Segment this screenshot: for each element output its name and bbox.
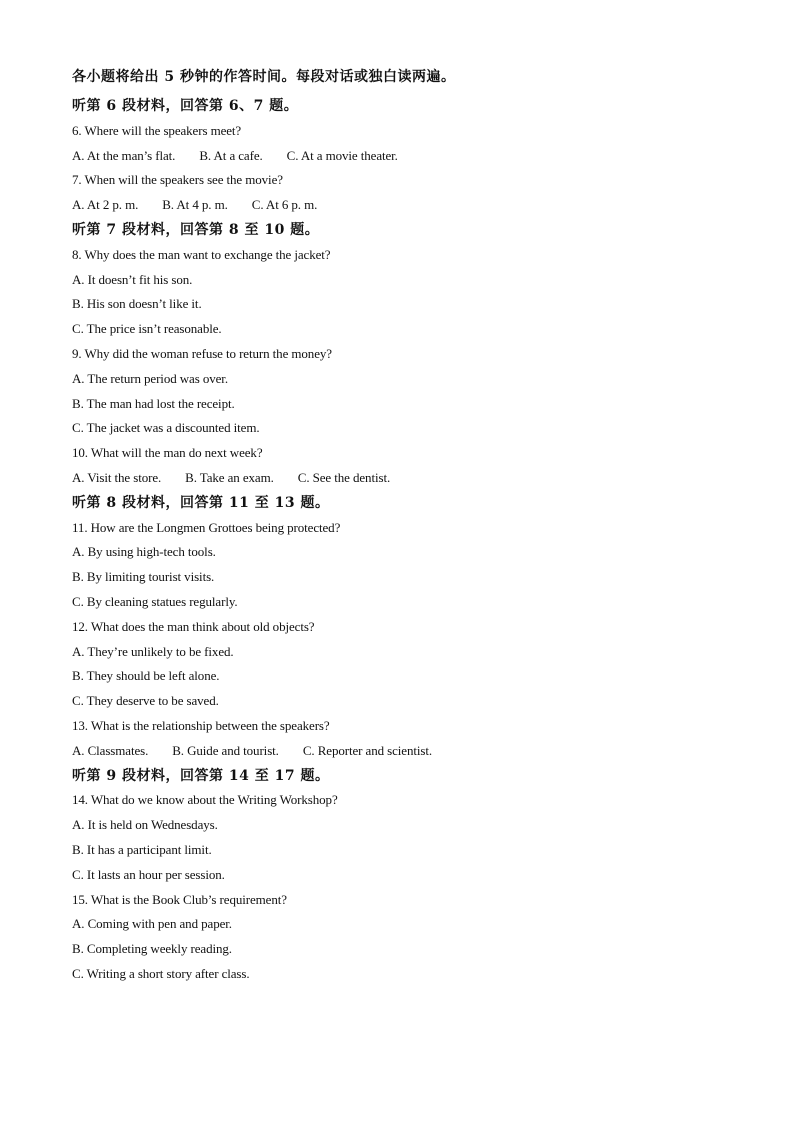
answer-option: A. It doesn’t fit his son. [72, 271, 193, 287]
question-stem: 7. When will the speakers see the movie? [72, 172, 283, 188]
answer-option: C. The price isn’t reasonable. [72, 321, 222, 337]
answer-option: B. Guide and tourist. [172, 742, 279, 758]
question-stem: 10. What will the man do next week? [72, 445, 263, 461]
options-row [72, 466, 732, 491]
answer-option: A. At the man’s flat. [72, 147, 176, 163]
answer-option: B. It has a participant limit. [72, 841, 212, 857]
answer-option: B. At 4 p. m. [162, 197, 228, 213]
answer-option: A. They’re unlikely to be fixed. [72, 643, 234, 659]
answer-option: C. At a movie theater. [286, 147, 398, 163]
answer-option: A. The return period was over. [72, 370, 228, 386]
answer-option: B. Take an exam. [185, 469, 274, 485]
options-row [72, 739, 732, 764]
question-sections [72, 94, 732, 987]
section-heading: 听第 9 段材料，回答第 14 至 17 题。 [72, 767, 330, 784]
question-stem: 6. Where will the speakers meet? [72, 122, 242, 138]
answer-option: A. Classmates. [72, 742, 149, 758]
answer-option: C. They deserve to be saved. [72, 693, 219, 709]
section-heading: 听第 6 段材料，回答第 6、7 题。 [72, 98, 299, 114]
question-stem: 11. How are the Longmen Grottoes being protected? [72, 519, 341, 535]
question-stem: 12. What does the man think about old objects? [72, 618, 315, 634]
section-heading: 听第 7 段材料，回答第 8 至 10 题。 [72, 221, 320, 238]
answer-option: B. His son doesn’t like it. [72, 296, 202, 312]
section-heading: 听第 8 段材料，回答第 11 至 13 题。 [72, 494, 330, 511]
instruction-text: 各小题将给出 5 秒钟的作答时间。每段对话或独白读两遍。 [72, 69, 456, 85]
question-stem: 13. What is the relationship between the speakers? [72, 717, 330, 733]
answer-option: A. Visit the store. [72, 469, 162, 485]
question-stem: 8. Why does the man want to exchange the jacket? [72, 246, 331, 262]
options-row [72, 193, 732, 218]
answer-option: B. By limiting tourist visits. [72, 569, 215, 585]
answer-option: C. By cleaning statues regularly. [72, 593, 238, 609]
answer-option: C. See the dentist. [297, 469, 391, 485]
question-stem: 15. What is the Book Club’s requirement? [72, 891, 287, 907]
answer-option: C. At 6 p. m. [251, 197, 318, 213]
answer-option: A. It is held on Wednesdays. [72, 817, 218, 833]
options-row [72, 144, 732, 169]
answer-option: A. Coming with pen and paper. [72, 916, 232, 932]
listening-section [72, 64, 732, 987]
answer-option: C. Writing a short story after class. [72, 965, 250, 981]
answer-option: B. The man had lost the receipt. [72, 395, 235, 411]
answer-option: C. It lasts an hour per session. [72, 866, 225, 882]
answer-option: A. At 2 p. m. [72, 197, 139, 213]
answer-option: C. The jacket was a discounted item. [72, 420, 260, 436]
answer-option: B. At a cafe. [199, 147, 263, 163]
answer-option: C. Reporter and scientist. [302, 742, 433, 758]
answer-option: A. By using high-tech tools. [72, 544, 216, 560]
answer-option: B. Completing weekly reading. [72, 941, 232, 957]
question-stem: 14. What do we know about the Writing Workshop? [72, 792, 338, 808]
answer-option: B. They should be left alone. [72, 668, 220, 684]
question-stem: 9. Why did the woman refuse to return the money? [72, 345, 332, 361]
